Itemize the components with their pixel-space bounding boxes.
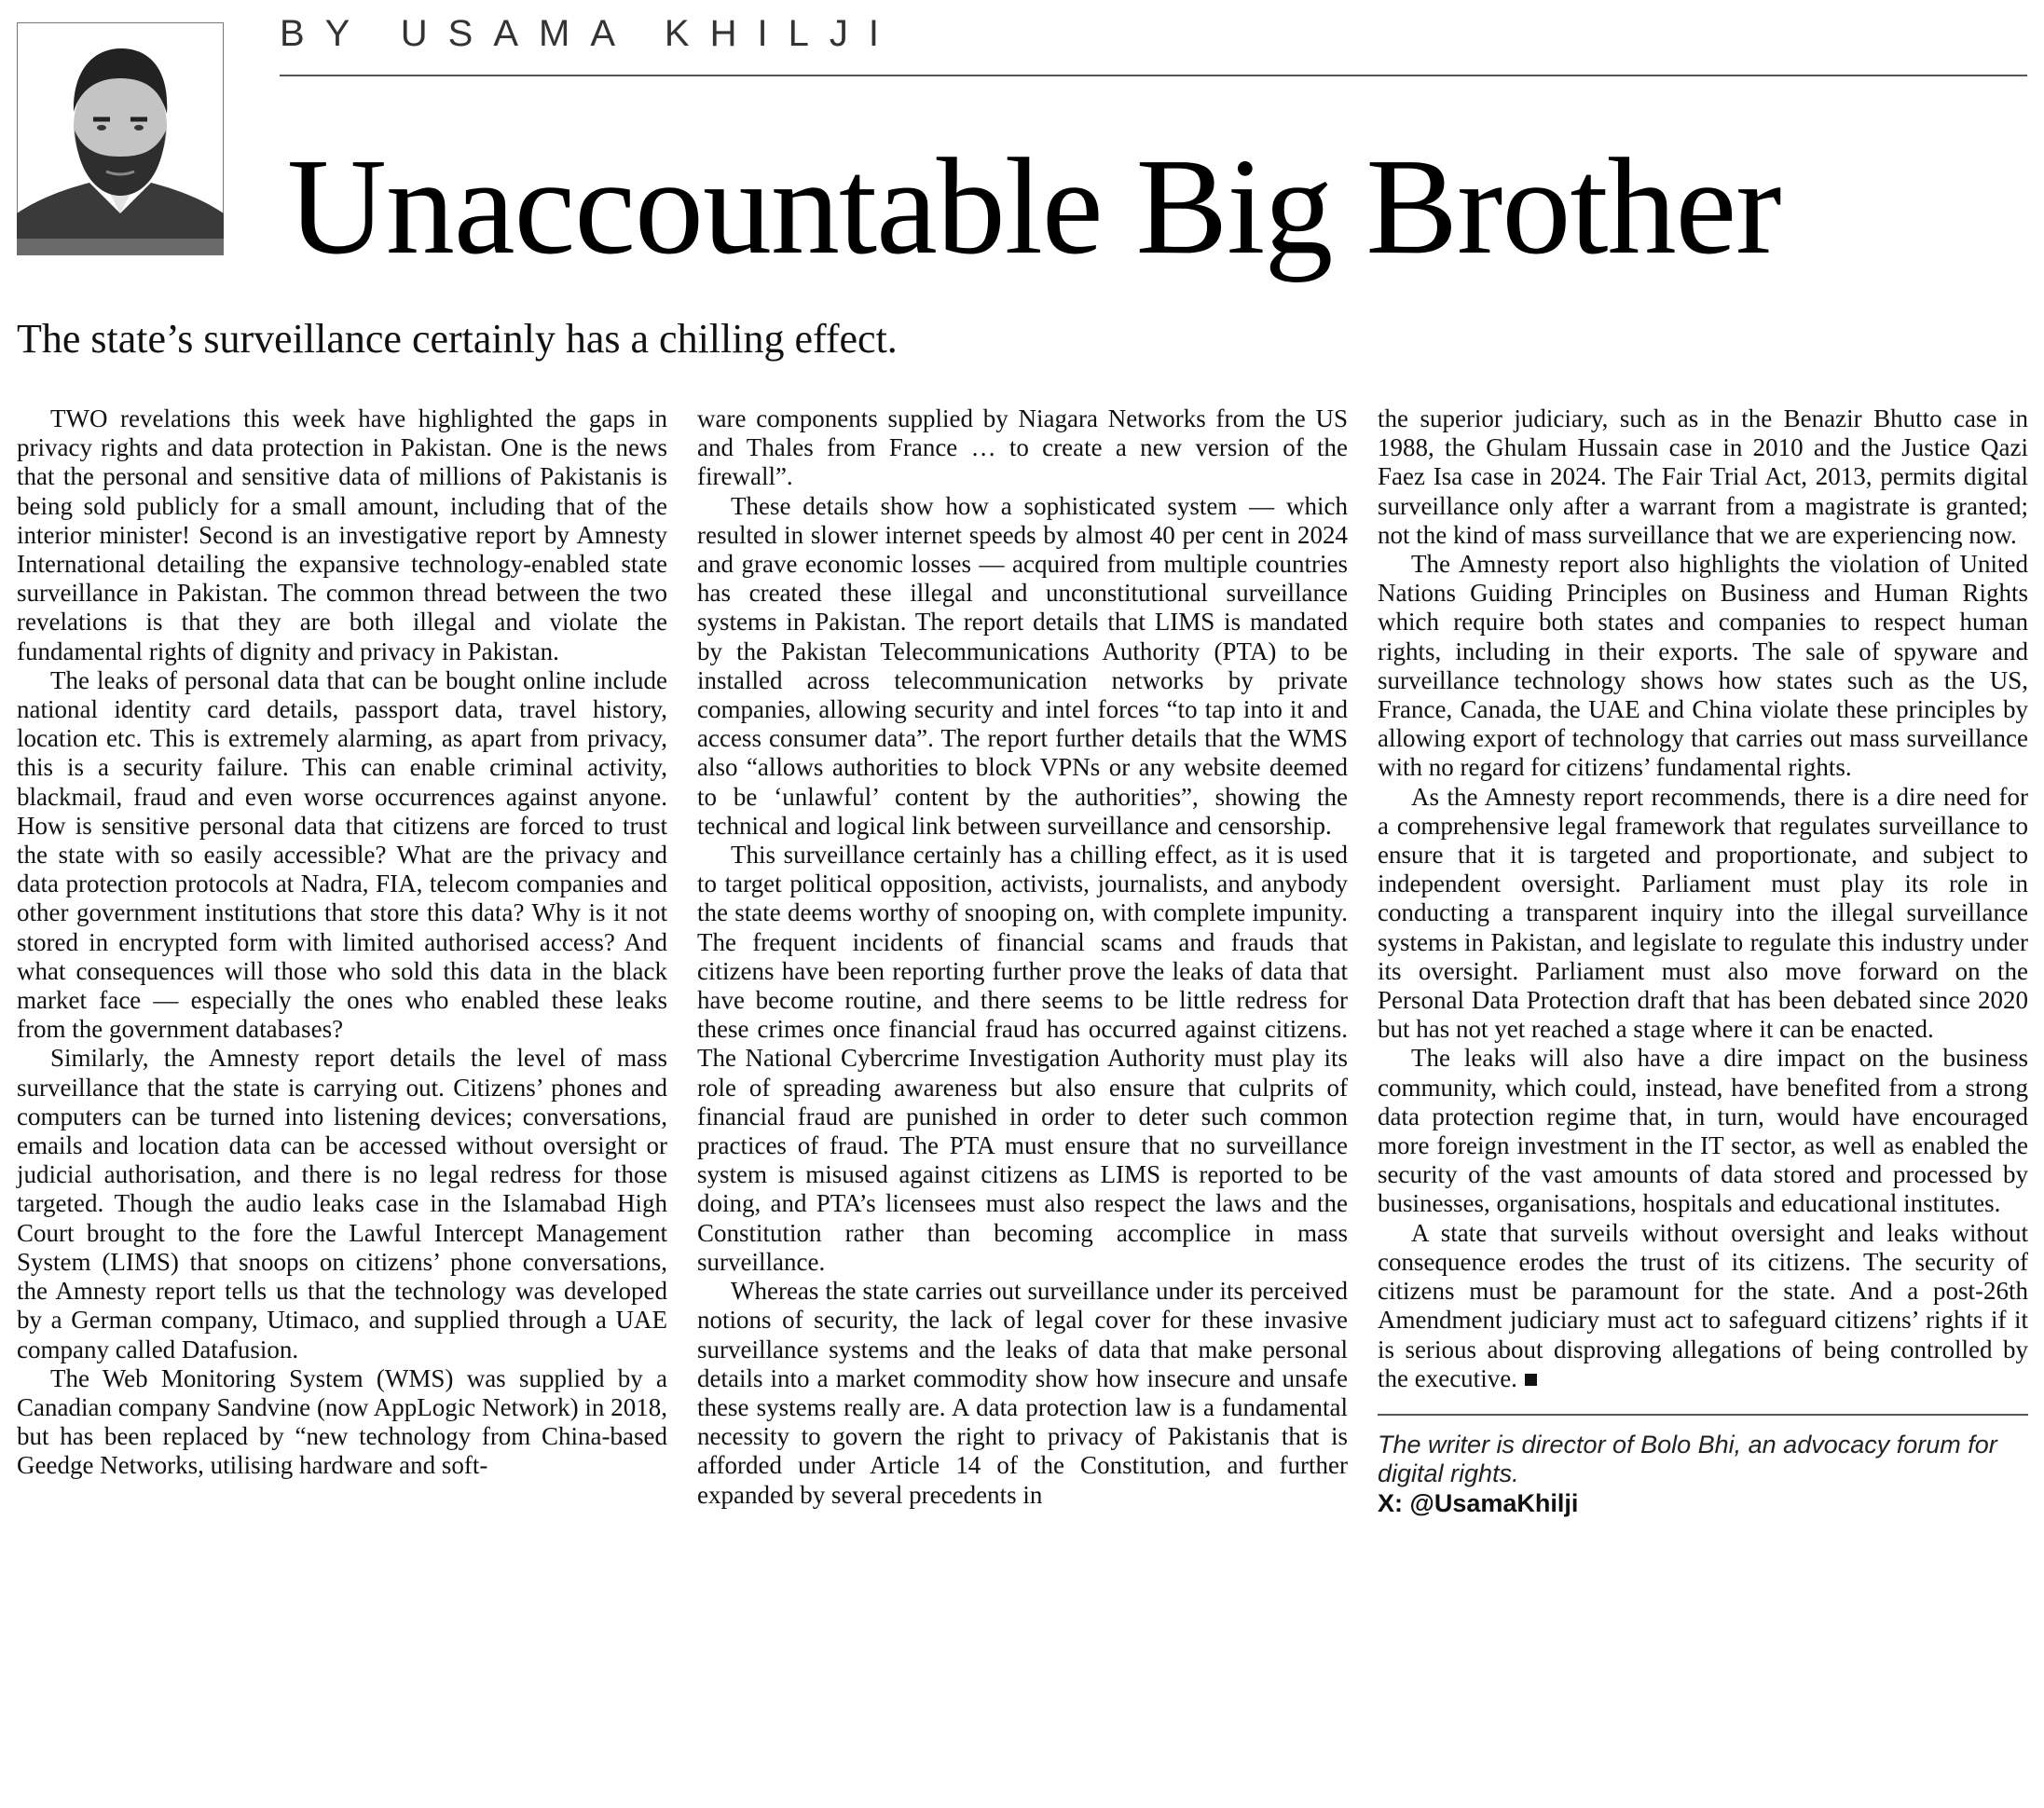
paragraph: Similarly, the Amnesty report details the level of mass surveillance that the state is carrying out. Citizens’ phones and computers can be turned into listening devices; conversations, emails and location data can be accessed without oversight or judicial authorisation, and there is no legal redress for those targeted. Though the audio leaks case in the Islamabad High Court brought to the fore the Lawful Intercept Management System (LIMS) that snoops on citizens’ phone conversations, the Amnesty report tells us that the technology was developed by a German company, Utimaco, and supplied through a UAE company called Datafusion. [17, 1044, 667, 1363]
byline: BY USAMA KHILJI [280, 13, 899, 54]
paragraph: These details show how a sophisticated system — which resulted in slower internet speeds by almost 40 per cent in 2024 and grave economic losses — acquired from multiple countries has created these illegal and unconstitutional surveillance systems in Pakistan. The report details that LIMS is mandated by the Pakistan Telecommunications Authority (PTA) to be installed across telecommunication networks by private companies, allowing security and intel forces “to tap into it and access consumer data”. The report further details that the WMS also “allows authorities to block VPNs or any website deemed to be ‘unlawful’ content by the authorities”, showing the technical and logical link between surveillance and censorship. [697, 491, 1348, 840]
author-handle: X: @UsamaKhilji [1378, 1488, 1579, 1517]
paragraph: The leaks will also have a dire impact on the business community, which could, instead, have benefited from a strong data protection regime that, in turn, would have encouraged more foreign investment in the IT sector, as well as enabled the security of the vast amounts of data stored and processed by businesses, organisations, hospitals and educational institutes. [1378, 1044, 2028, 1218]
author-photo [17, 22, 224, 255]
article-column-3 [1378, 404, 2028, 1518]
subheadline: The state’s surveillance certainly has a chilling effect. [17, 316, 898, 362]
bio-rule [1378, 1414, 2028, 1416]
article-column-2 [697, 404, 1348, 1510]
paragraph: The Web Monitoring System (WMS) was supplied by a Canadian company Sandvine (now AppLogic Network) in 2018, but has been replaced by “new technology from China-based Geedge Networks, utilising hardware and soft- [17, 1363, 667, 1480]
paragraph: This surveillance certainly has a chilling effect, as it is used to target political opposition, activists, journalists, and anybody the state deems worthy of snooping on, with complete impunity. The frequent incidents of financial scams and frauds that citizens have been reporting further prove the leaks of data that have become routine, and there seems to be little redress for these crimes once financial fraud has occurred against citizens. The National Cybercrime Investigation Authority must play its role of spreading awareness but also ensure that culprits of financial fraud are punished in order to deter such common practices of fraud. The PTA must ensure that no surveillance system is misused against citizens as LIMS is reported to be doing, and PTA’s licensees must also respect the laws and the Constitution rather than becoming accomplice in mass surveillance. [697, 841, 1348, 1276]
paragraph: As the Amnesty report recommends, there is a dire need for a comprehensive legal framework that regulates surveillance to ensure that it is targeted and proportionate, and subject to independent oversight. Parliament must play its role in conducting a transparent inquiry into the illegal surveillance systems in Pakistan, and legislate to regulate this industry under its oversight. Parliament must also move forward on the Personal Data Protection draft that has been debated since 2020 but has not yet reached a stage where it can be enacted. [1378, 782, 2028, 1044]
paragraph: Whereas the state carries out surveillance under its perceived notions of security, the lack of legal cover for these invasive surveillance systems and the leaks of data that make personal details into a market commodity show how insecure and unsafe these systems really are. A data protection law is a fundamental necessity to govern the right to privacy of Pakistanis that is afforded under Article 14 of the Constitution, and further expanded by several precedents in [697, 1277, 1348, 1509]
paragraph-text: A state that surveils without oversight and leaks without consequence erodes the trust of its citizens. The security of citizens must be paramount for the state. And a post-26th Amendment judiciary must act to safeguard citizens’ rights if it is serious about disproving allegations of being controlled by the executive. [1378, 1218, 2028, 1392]
paragraph: The leaks of personal data that can be bought online include national identity card details, passport data, travel history, location etc. This is extremely alarming, as apart from privacy, this is a security failure. This can enable criminal activity, blackmail, fraud and even worse occurrences against anyone. How is sensitive personal data that citizens are forced to trust the state with so easily accessible? What are the privacy and data protection protocols at Nadra, FIA, telecom companies and other government institutions that store this data? Why is it not stored in encrypted form with limited authorised access? And what consequences will those who sold this data in the black market face — especially the ones who enabled these leaks from the government databases? [17, 665, 667, 1044]
paragraph: the superior judiciary, such as in the Benazir Bhutto case in 1988, the Ghulam Hussain case in 2010 and the Justice Qazi Faez Isa case in 2024. The Fair Trial Act, 2013, permits digital surveillance only after a warrant from a magistrate is granted; not the kind of mass surveillance that we are experiencing now. [1378, 404, 2028, 549]
paragraph-final [1378, 1219, 2028, 1393]
end-mark-icon [1525, 1374, 1537, 1386]
headline: Unaccountable Big Brother [287, 130, 1781, 283]
paragraph: The Amnesty report also highlights the violation of United Nations Guiding Principles on Business and Human Rights which require both states and companies to respect human rights, including in their exports. The sale of spyware and surveillance technology shows how states such as the US, France, Canada, the UAE and China violate these principles by allowing export of technology that carries out mass surveillance with no regard for citizens’ fundamental rights. [1378, 550, 2028, 782]
author-bio: The writer is director of Bolo Bhi, an advocacy forum for digital rights. [1378, 1430, 1997, 1487]
paragraph: TWO revelations this week have highlighted the gaps in privacy rights and data protection in Pakistan. One is the news that the personal and sensitive data of millions of Pakistanis is being sold publicly for a small amount, including that of the interior minister! Second is an investigative report by Amnesty International detailing the expansive technology-enabled state surveillance in Pakistan. The common thread between the two revelations is that they are both illegal and violate the fundamental rights of dignity and privacy in Pakistan. [17, 404, 667, 665]
header-rule [280, 75, 2027, 76]
paragraph: ware components supplied by Niagara Networks from the US and Thales from France … to create a new version of the firewall”. [697, 404, 1348, 491]
article-column-1 [17, 404, 667, 1481]
